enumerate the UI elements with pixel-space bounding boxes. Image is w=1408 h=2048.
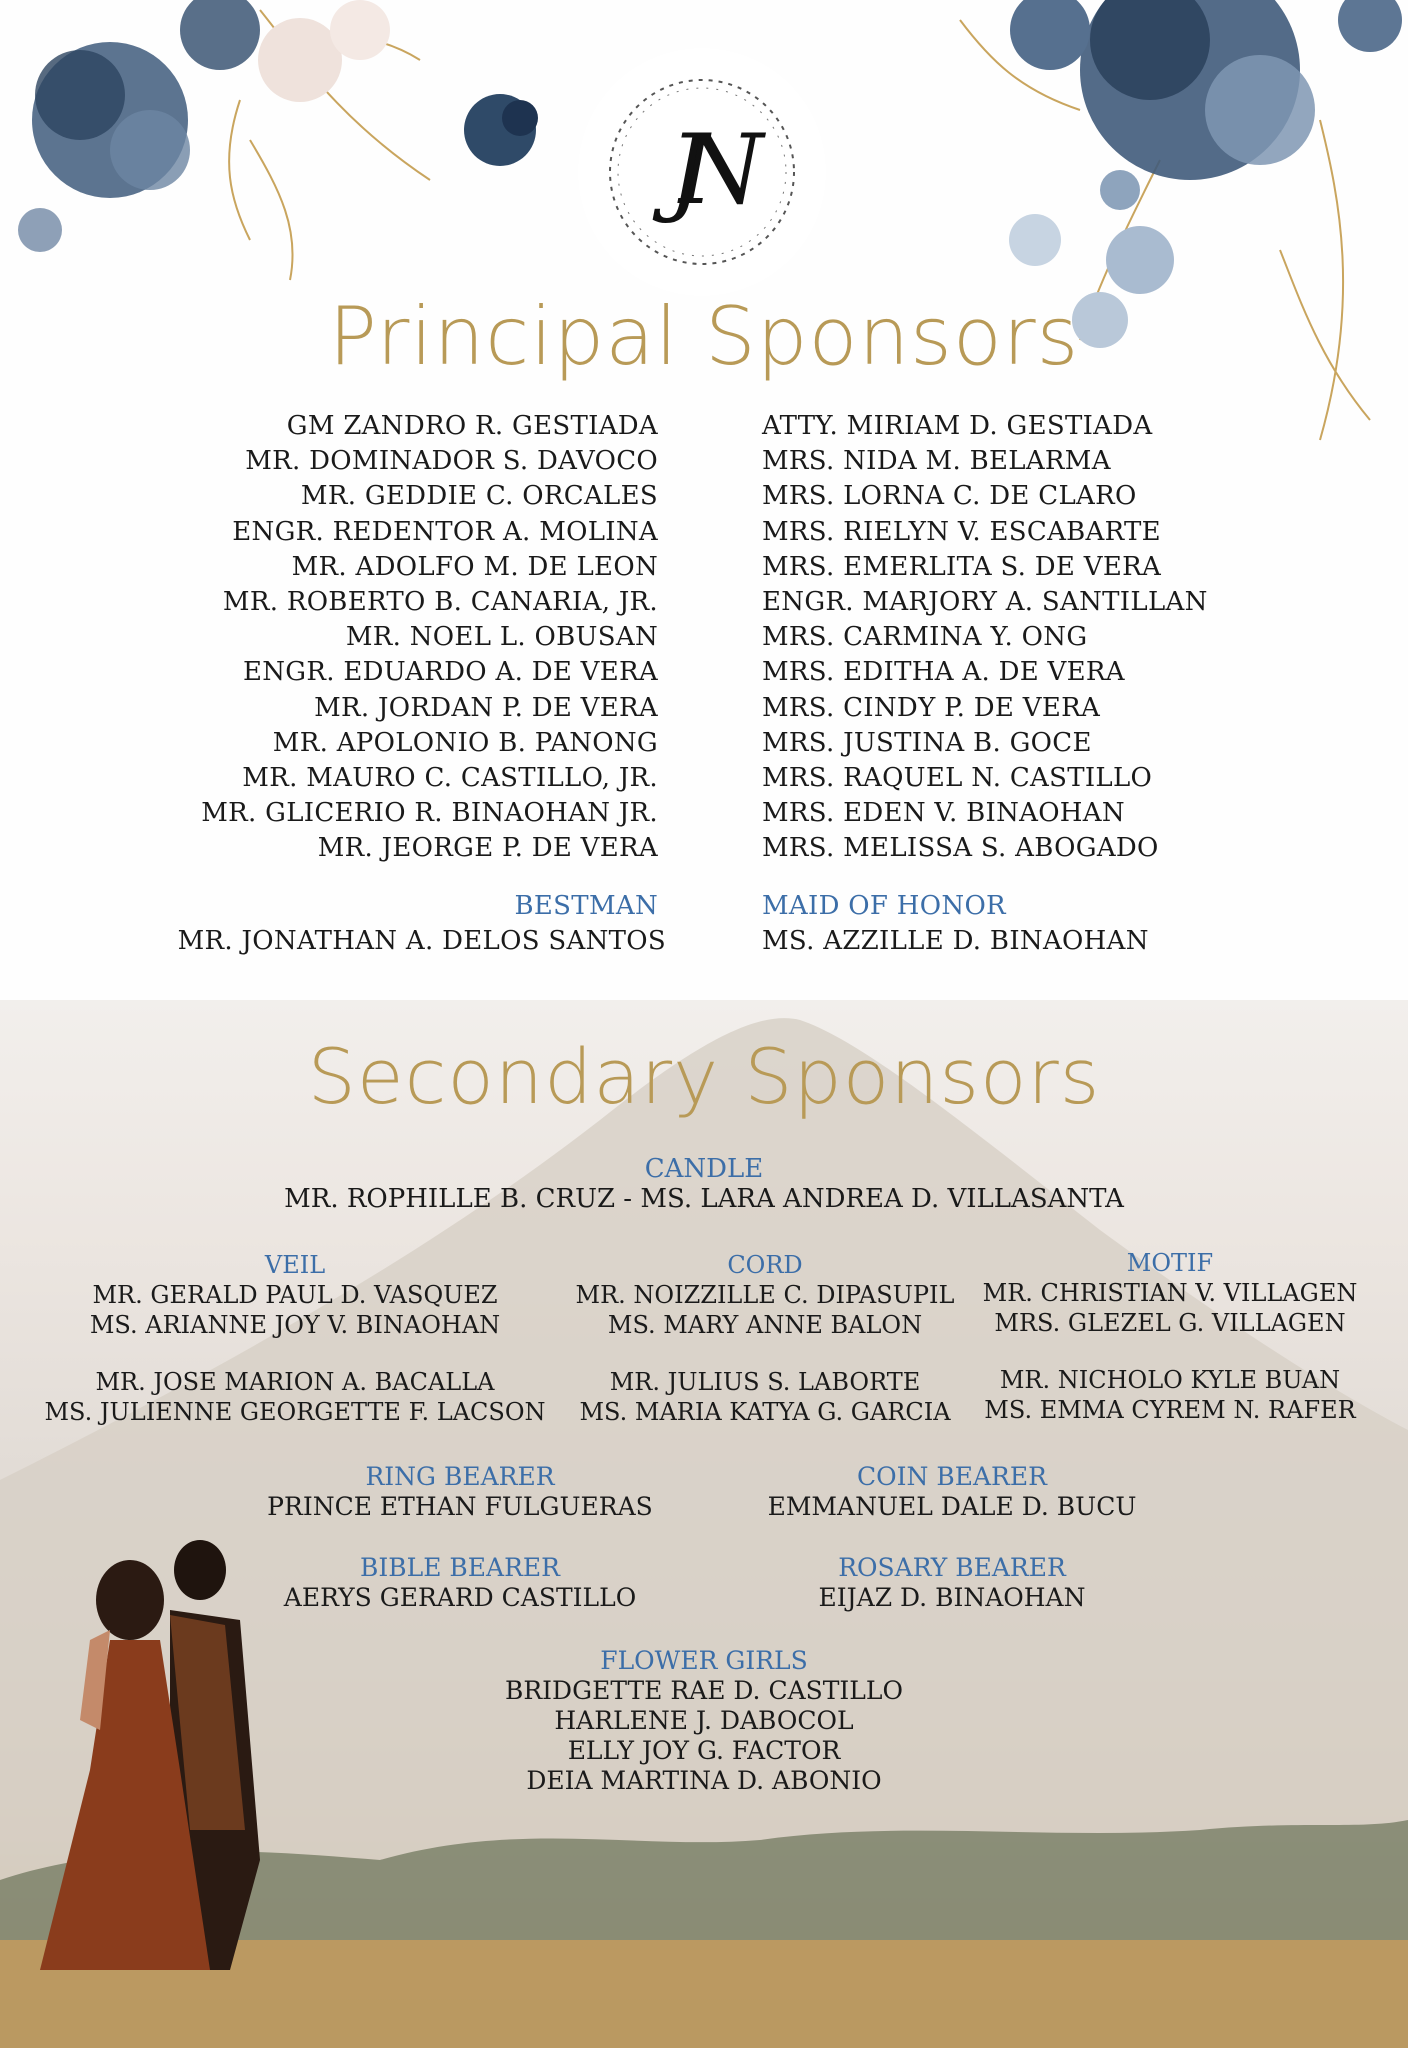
sponsor-name: MRS. EDITHA A. DE VERA — [762, 657, 1125, 688]
bestman-block — [177, 889, 666, 959]
rosary-bearer-label: ROSARY BEARER — [838, 1553, 1066, 1582]
monogram-logo — [578, 48, 826, 296]
sponsor-name: ATTY. MIRIAM D. GESTIADA — [762, 411, 1153, 441]
maid-of-honor-name: MS. AZZILLE D. BINAOHAN — [762, 926, 1149, 957]
sponsor-name: MR. APOLONIO B. PANONG — [272, 727, 658, 758]
veil-name: MR. GERALD PAUL D. VASQUEZ — [92, 1281, 498, 1309]
principal-section — [0, 0, 1408, 1000]
sponsor-name: ENGR. MARJORY A. SANTILLAN — [762, 587, 1208, 618]
bestman-name: MR. JONATHAN A. DELOS SANTOS — [177, 926, 666, 957]
cord-name: MS. MARY ANNE BALON — [607, 1311, 923, 1339]
sponsor-name: ENGR. EDUARDO A. DE VERA — [242, 657, 658, 688]
bible-bearer-name: AERYS GERARD CASTILLO — [283, 1583, 637, 1612]
principal-sponsors-left — [201, 409, 658, 867]
sponsor-name: MR. GLICERIO R. BINAOHAN JR. — [201, 798, 658, 829]
candle-label: CANDLE — [644, 1154, 764, 1184]
flower-girl-name: BRIDGETTE RAE D. CASTILLO — [504, 1676, 904, 1705]
secondary-sponsors-title: Secondary Sponsors — [307, 1032, 1101, 1121]
sponsor-name: MR. JORDAN P. DE VERA — [314, 692, 658, 723]
sponsor-name: GM ZANDRO R. GESTIADA — [286, 411, 658, 441]
flower-girls-block — [404, 1646, 1004, 1796]
sponsor-name: MR. JEORGE P. DE VERA — [317, 833, 658, 864]
ring-bearer-block — [210, 1462, 710, 1522]
sponsor-name: MRS. LORNA C. DE CLARO — [762, 481, 1137, 512]
sponsor-name: MR. DOMINADOR S. DAVOCO — [245, 446, 658, 477]
maid-of-honor-label: MAID OF HONOR — [762, 891, 1006, 921]
bible-bearer-block — [210, 1553, 710, 1613]
sponsor-name: MRS. JUSTINA B. GOCE — [762, 727, 1092, 758]
ring-bearer-label: RING BEARER — [365, 1462, 555, 1491]
sponsor-name: MR. MAURO C. CASTILLO, JR. — [242, 763, 658, 794]
maid-of-honor-block — [762, 889, 1149, 959]
veil-name: MS. ARIANNE JOY V. BINAOHAN — [89, 1311, 501, 1339]
sponsor-name: MRS. EMERLITA S. DE VERA — [762, 551, 1162, 582]
flower-girl-name: DEIA MARTINA D. ABONIO — [526, 1766, 882, 1795]
sponsor-name: MR. GEDDIE C. ORCALES — [300, 481, 658, 512]
flower-decoration-top-left — [0, 0, 600, 300]
motif-block — [970, 1248, 1370, 1425]
sponsor-name: MRS. RIELYN V. ESCABARTE — [762, 516, 1161, 547]
motif-name: MRS. GLEZEL G. VILLAGEN — [994, 1309, 1346, 1337]
veil-name: MR. JOSE MARION A. BACALLA — [95, 1368, 495, 1396]
sponsor-name: MRS. RAQUEL N. CASTILLO — [762, 763, 1153, 794]
sponsor-name: MR. ROBERTO B. CANARIA, JR. — [222, 587, 658, 618]
bestman-label: BESTMAN — [514, 891, 658, 921]
motif-label: MOTIF — [1126, 1249, 1214, 1277]
bible-bearer-label: BIBLE BEARER — [360, 1553, 560, 1582]
sponsor-name: MRS. CARMINA Y. ONG — [762, 622, 1088, 653]
cord-name: MR. NOIZZILLE C. DIPASUPIL — [575, 1281, 955, 1309]
principal-sponsors-title: Principal Sponsors — [328, 290, 1080, 383]
sponsor-name: MR. NOEL L. OBUSAN — [345, 622, 658, 653]
coin-bearer-label: COIN BEARER — [857, 1462, 1047, 1491]
flower-girl-name: ELLY JOY G. FACTOR — [567, 1736, 841, 1765]
ring-bearer-name: PRINCE ETHAN FULGUERAS — [267, 1492, 653, 1521]
veil-block — [20, 1250, 570, 1427]
coin-bearer-name: EMMANUEL DALE D. BUCU — [767, 1492, 1137, 1521]
candle-names: MR. ROPHILLE B. CRUZ - MS. LARA ANDREA D. VILLASANTA — [284, 1184, 1124, 1214]
flower-girls-label: FLOWER GIRLS — [600, 1646, 808, 1675]
candle-block — [0, 1154, 1408, 1214]
rosary-bearer-block — [702, 1553, 1202, 1613]
cord-name: MR. JULIUS S. LABORTE — [609, 1368, 921, 1396]
monogram-text: JN — [668, 114, 736, 226]
sponsor-name: MRS. MELISSA S. ABOGADO — [762, 833, 1159, 864]
sponsor-name: ENGR. REDENTOR A. MOLINA — [232, 516, 658, 547]
flower-girl-name: HARLENE J. DABOCOL — [554, 1706, 854, 1735]
motif-name: MR. NICHOLO KYLE BUAN — [999, 1366, 1341, 1394]
cord-block — [570, 1250, 960, 1427]
sponsor-name: MRS. CINDY P. DE VERA — [762, 692, 1101, 723]
cord-label: CORD — [727, 1251, 803, 1279]
secondary-section — [0, 1000, 1408, 2048]
sponsor-name: MR. ADOLFO M. DE LEON — [291, 551, 658, 582]
motif-name: MS. EMMA CYREM N. RAFER — [984, 1396, 1356, 1424]
sponsor-name: MRS. NIDA M. BELARMA — [762, 446, 1111, 477]
sponsor-name: MRS. EDEN V. BINAOHAN — [762, 798, 1125, 829]
flower-decoration-top-right — [900, 0, 1408, 460]
coin-bearer-block — [702, 1462, 1202, 1522]
principal-sponsors-right — [762, 409, 1208, 867]
cord-name: MS. MARIA KATYA G. GARCIA — [579, 1398, 951, 1426]
rosary-bearer-name: EIJAZ D. BINAOHAN — [818, 1583, 1086, 1612]
veil-label: VEIL — [264, 1251, 326, 1279]
veil-name: MS. JULIENNE GEORGETTE F. LACSON — [44, 1398, 546, 1426]
motif-name: MR. CHRISTIAN V. VILLAGEN — [982, 1279, 1358, 1307]
